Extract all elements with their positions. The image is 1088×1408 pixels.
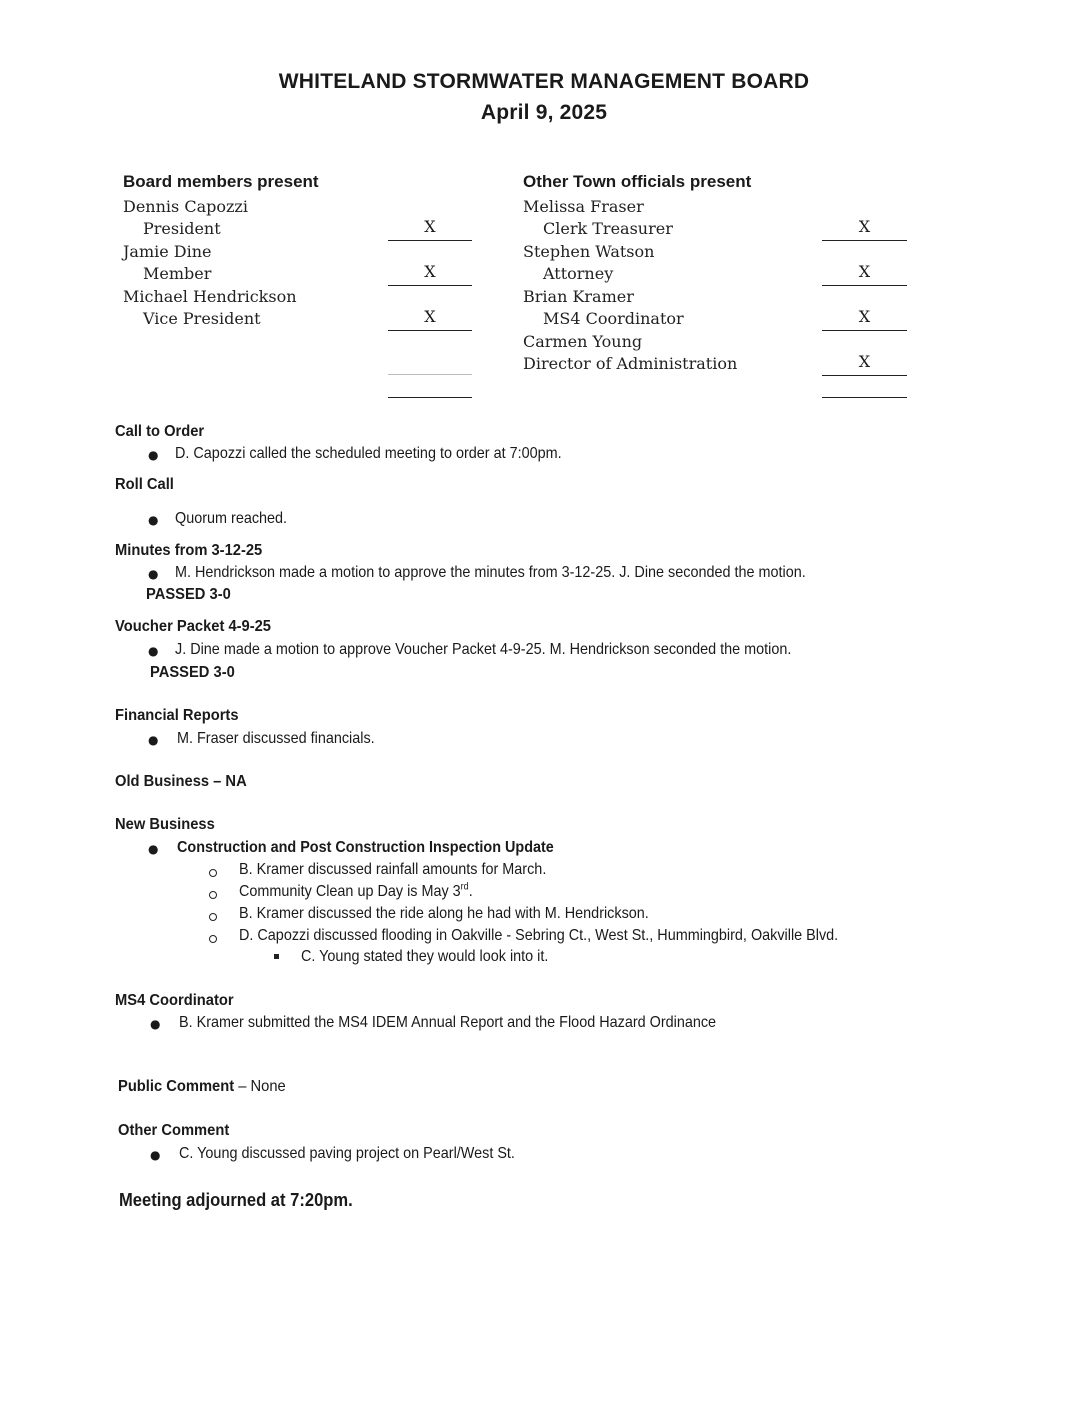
attendance-mark: X	[822, 306, 907, 331]
new-business-nested-item: C. Young stated they would look into it.	[301, 948, 549, 965]
voucher-motion: J. Dine made a motion to approve Voucher Packet 4-9-25. M. Hendrickson seconded the motion.	[175, 641, 792, 658]
old-business-heading: Old Business – NA	[115, 773, 247, 790]
official-role: Clerk Treasurer	[543, 219, 673, 238]
bullet-icon: ●	[150, 1148, 161, 1162]
bullet-icon: ●	[148, 513, 159, 527]
new-business-subitem: D. Capozzi discussed flooding in Oakville - Sebring Ct., West St., Hummingbird, Oakville Blvd.	[239, 927, 839, 944]
circle-bullet-icon	[209, 935, 217, 943]
official-role: Director of Administration	[523, 354, 738, 373]
bullet-icon: ●	[148, 733, 159, 747]
attendance-mark: X	[388, 306, 472, 331]
other-comment-heading: Other Comment	[118, 1122, 230, 1139]
financial-item: M. Fraser discussed financials.	[177, 730, 375, 747]
official-role: Attorney	[543, 264, 614, 283]
call-to-order-heading: Call to Order	[115, 423, 205, 440]
new-business-subitem: B. Kramer discussed the ride along he had with M. Hendrickson.	[239, 905, 649, 922]
clean-up-text: Community Clean up Day is May 3	[239, 883, 461, 900]
circle-bullet-icon	[209, 891, 217, 899]
document-title: WHITELAND STORMWATER MANAGEMENT BOARD	[278, 70, 810, 93]
ms4-heading: MS4 Coordinator	[115, 992, 234, 1009]
board-member-name: Dennis Capozzi	[123, 197, 248, 216]
blank-line	[388, 397, 472, 398]
other-comment-item: C. Young discussed paving project on Pearl/West St.	[179, 1145, 515, 1162]
official-name: Stephen Watson	[523, 242, 655, 261]
official-name: Carmen Young	[523, 332, 643, 351]
roll-call-item: Quorum reached.	[175, 510, 288, 527]
clean-up-end: .	[468, 883, 473, 900]
official-name: Melissa Fraser	[523, 197, 644, 216]
document-date: April 9, 2025	[480, 101, 608, 124]
bullet-icon: ●	[148, 842, 159, 856]
board-member-name: Michael Hendrickson	[123, 287, 297, 306]
blank-line	[822, 397, 907, 398]
official-role: MS4 Coordinator	[543, 309, 684, 328]
attendance-mark: X	[388, 261, 472, 286]
officials-heading: Other Town officials present	[523, 172, 752, 191]
roll-call-heading: Roll Call	[115, 476, 174, 493]
public-comment-heading	[118, 1078, 286, 1096]
attendance-mark: X	[388, 216, 472, 241]
bullet-icon: ●	[150, 1017, 161, 1031]
official-name: Brian Kramer	[523, 287, 634, 306]
square-bullet-icon	[274, 954, 279, 959]
public-comment-value: – None	[234, 1078, 286, 1095]
minutes-result: PASSED 3-0	[146, 586, 231, 603]
board-member-role: Vice President	[143, 309, 261, 328]
new-business-heading: New Business	[115, 816, 215, 833]
new-business-subitem	[239, 883, 473, 901]
voucher-result: PASSED 3-0	[150, 664, 235, 681]
attendance-mark: X	[822, 216, 907, 241]
circle-bullet-icon	[209, 869, 217, 877]
bullet-icon: ●	[148, 448, 159, 462]
circle-bullet-icon	[209, 913, 217, 921]
ms4-item: B. Kramer submitted the MS4 IDEM Annual Report and the Flood Hazard Ordinance	[179, 1014, 717, 1031]
attendance-mark: X	[822, 351, 907, 376]
board-members-heading: Board members present	[123, 172, 319, 191]
clean-up-ordinal: rd	[460, 881, 469, 893]
board-member-name: Jamie Dine	[123, 242, 212, 261]
board-member-role: Member	[143, 264, 212, 283]
financial-heading: Financial Reports	[115, 707, 239, 724]
new-business-subitem: B. Kramer discussed rainfall amounts for March.	[239, 861, 547, 878]
public-comment-label: Public Comment	[118, 1078, 235, 1095]
voucher-heading: Voucher Packet 4-9-25	[115, 618, 271, 635]
attendance-mark: X	[822, 261, 907, 286]
minutes-heading: Minutes from 3-12-25	[115, 542, 263, 559]
call-to-order-item: D. Capozzi called the scheduled meeting to order at 7:00pm.	[175, 445, 562, 462]
bullet-icon: ●	[148, 644, 159, 658]
meeting-adjourned: Meeting adjourned at 7:20pm.	[119, 1190, 353, 1210]
new-business-topic: Construction and Post Construction Inspection Update	[177, 839, 554, 856]
minutes-motion: M. Hendrickson made a motion to approve the minutes from 3-12-25. J. Dine seconded the motion.	[175, 564, 806, 581]
blank-line	[388, 374, 472, 375]
board-member-role: President	[143, 219, 221, 238]
bullet-icon: ●	[148, 567, 159, 581]
